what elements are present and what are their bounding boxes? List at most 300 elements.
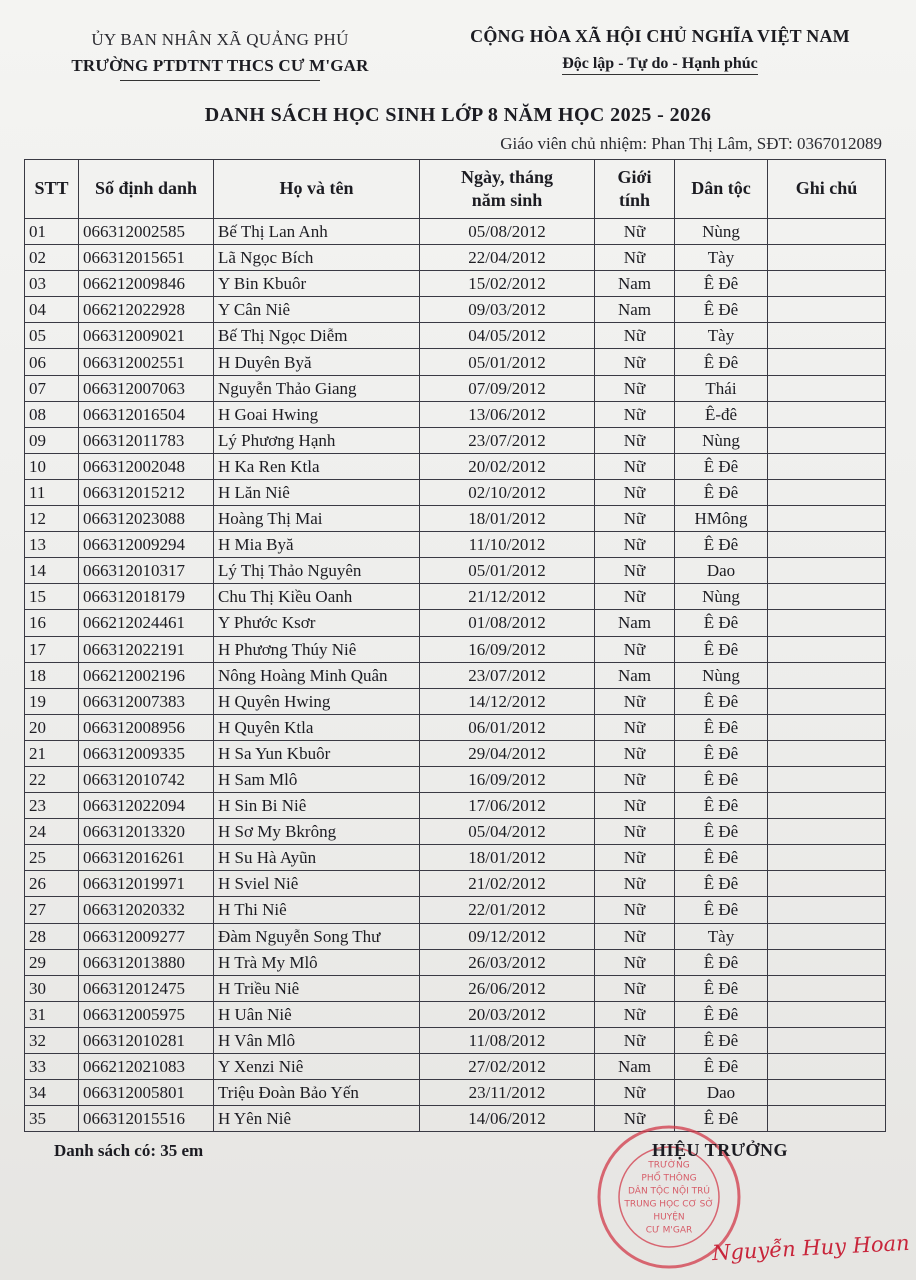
cell-stt: 35 xyxy=(25,1106,79,1132)
header-dob-line1: Ngày, tháng xyxy=(460,166,554,187)
cell-note xyxy=(768,453,886,479)
cell-stt: 01 xyxy=(25,219,79,245)
cell-note xyxy=(768,1106,886,1132)
cell-name: Nông Hoàng Minh Quân xyxy=(214,662,420,688)
cell-stt: 30 xyxy=(25,975,79,1001)
cell-name: H Ka Ren Ktla xyxy=(214,453,420,479)
header-dob xyxy=(420,160,595,219)
cell-ethnicity: Ê Đê xyxy=(675,975,768,1001)
cell-note xyxy=(768,975,886,1001)
cell-sex: Nữ xyxy=(595,766,675,792)
cell-sex: Nam xyxy=(595,610,675,636)
cell-ethnicity: Ê Đê xyxy=(675,793,768,819)
cell-sex: Nữ xyxy=(595,793,675,819)
table-row xyxy=(25,245,886,271)
student-roster-table xyxy=(24,159,886,1132)
cell-sex: Nam xyxy=(595,1054,675,1080)
cell-dob: 20/03/2012 xyxy=(420,1001,595,1027)
cell-sex: Nữ xyxy=(595,845,675,871)
cell-name: Y Xenzi Niê xyxy=(214,1054,420,1080)
cell-stt: 07 xyxy=(25,375,79,401)
cell-ethnicity: Thái xyxy=(675,375,768,401)
cell-dob: 22/04/2012 xyxy=(420,245,595,271)
cell-note xyxy=(768,714,886,740)
cell-ethnicity: Ê Đê xyxy=(675,897,768,923)
cell-ethnicity: Ê Đê xyxy=(675,479,768,505)
cell-sex: Nữ xyxy=(595,558,675,584)
cell-name: Bế Thị Lan Anh xyxy=(214,219,420,245)
cell-note xyxy=(768,1054,886,1080)
cell-ethnicity: Ê Đê xyxy=(675,1106,768,1132)
cell-id: 066212009846 xyxy=(79,271,214,297)
cell-sex: Nữ xyxy=(595,479,675,505)
cell-name: H Lăn Niê xyxy=(214,479,420,505)
cell-ethnicity: Ê Đê xyxy=(675,636,768,662)
cell-id: 066312022094 xyxy=(79,793,214,819)
cell-sex: Nữ xyxy=(595,584,675,610)
cell-stt: 16 xyxy=(25,610,79,636)
cell-id: 066312022191 xyxy=(79,636,214,662)
cell-ethnicity: Ê Đê xyxy=(675,271,768,297)
cell-dob: 14/12/2012 xyxy=(420,688,595,714)
cell-ethnicity: Tày xyxy=(675,923,768,949)
cell-ethnicity: Ê Đê xyxy=(675,349,768,375)
cell-name: H Sơ My Bkrông xyxy=(214,819,420,845)
cell-stt: 10 xyxy=(25,453,79,479)
cell-note xyxy=(768,923,886,949)
cell-stt: 08 xyxy=(25,401,79,427)
cell-stt: 11 xyxy=(25,479,79,505)
header-sex xyxy=(595,160,675,219)
cell-id: 066312016504 xyxy=(79,401,214,427)
cell-dob: 11/10/2012 xyxy=(420,532,595,558)
header-sex-line2: tính xyxy=(618,190,651,210)
national-motto: Độc lập - Tự do - Hạnh phúc xyxy=(562,55,758,75)
cell-note xyxy=(768,897,886,923)
cell-note xyxy=(768,688,886,714)
header-dob-line2: năm sinh xyxy=(471,190,543,210)
cell-dob: 09/03/2012 xyxy=(420,297,595,323)
cell-sex: Nữ xyxy=(595,532,675,558)
agency-underline xyxy=(120,80,320,81)
cell-sex: Nữ xyxy=(595,714,675,740)
cell-ethnicity: Ê Đê xyxy=(675,845,768,871)
table-header-row xyxy=(25,160,886,219)
stamp-text-line: TRƯỜNG xyxy=(648,1160,690,1171)
cell-name: Triệu Đoàn Bảo Yến xyxy=(214,1080,420,1106)
cell-stt: 31 xyxy=(25,1001,79,1027)
table-row xyxy=(25,923,886,949)
cell-id: 066312010742 xyxy=(79,766,214,792)
cell-dob: 05/01/2012 xyxy=(420,558,595,584)
document-title: DANH SÁCH HỌC SINH LỚP 8 NĂM HỌC 2025 - 2026 xyxy=(204,104,712,126)
cell-dob: 02/10/2012 xyxy=(420,479,595,505)
principal-title: HIỆU TRƯỞNG xyxy=(652,1140,789,1160)
table-row xyxy=(25,636,886,662)
table-row xyxy=(25,740,886,766)
cell-stt: 17 xyxy=(25,636,79,662)
cell-name: H Sa Yun Kbuôr xyxy=(214,740,420,766)
school-name: TRƯỜNG PTDTNT THCS CƯ M'GAR xyxy=(71,56,369,75)
stamp-text-line: TRUNG HỌC CƠ SỞ xyxy=(624,1199,714,1210)
cell-note xyxy=(768,401,886,427)
cell-stt: 29 xyxy=(25,949,79,975)
table-row xyxy=(25,375,886,401)
cell-id: 066312013320 xyxy=(79,819,214,845)
cell-name: Hoàng Thị Mai xyxy=(214,506,420,532)
cell-sex: Nam xyxy=(595,662,675,688)
cell-ethnicity: Ê Đê xyxy=(675,714,768,740)
table-body xyxy=(25,219,886,1132)
cell-note xyxy=(768,662,886,688)
cell-name: H Quyên Ktla xyxy=(214,714,420,740)
cell-dob: 20/02/2012 xyxy=(420,453,595,479)
cell-sex: Nữ xyxy=(595,975,675,1001)
cell-ethnicity: Tày xyxy=(675,323,768,349)
cell-stt: 05 xyxy=(25,323,79,349)
table-row xyxy=(25,610,886,636)
cell-note xyxy=(768,793,886,819)
cell-note xyxy=(768,1001,886,1027)
cell-ethnicity: Ê Đê xyxy=(675,1001,768,1027)
table-row xyxy=(25,845,886,871)
cell-dob: 16/09/2012 xyxy=(420,636,595,662)
cell-stt: 24 xyxy=(25,819,79,845)
cell-dob: 16/09/2012 xyxy=(420,766,595,792)
cell-note xyxy=(768,271,886,297)
table-row xyxy=(25,323,886,349)
table-row xyxy=(25,453,886,479)
cell-ethnicity: Dao xyxy=(675,558,768,584)
cell-id: 066212024461 xyxy=(79,610,214,636)
national-header xyxy=(425,26,895,75)
cell-note xyxy=(768,636,886,662)
cell-name: H Duyên Byă xyxy=(214,349,420,375)
cell-name: Lã Ngọc Bích xyxy=(214,245,420,271)
cell-ethnicity: Ê Đê xyxy=(675,610,768,636)
cell-name: H Triều Niê xyxy=(214,975,420,1001)
homeroom-teacher-line: Giáo viên chủ nhiệm: Phan Thị Lâm, SĐT: 0367012089 xyxy=(500,134,882,153)
cell-dob: 23/11/2012 xyxy=(420,1080,595,1106)
header-id: Số định danh xyxy=(79,160,214,219)
cell-name: Y Phước Ksơr xyxy=(214,610,420,636)
header-note: Ghi chú xyxy=(768,160,886,219)
cell-note xyxy=(768,375,886,401)
cell-note xyxy=(768,427,886,453)
cell-dob: 09/12/2012 xyxy=(420,923,595,949)
cell-ethnicity: Dao xyxy=(675,1080,768,1106)
cell-id: 066312018179 xyxy=(79,584,214,610)
cell-dob: 18/01/2012 xyxy=(420,506,595,532)
cell-stt: 04 xyxy=(25,297,79,323)
table-row xyxy=(25,532,886,558)
cell-stt: 28 xyxy=(25,923,79,949)
cell-id: 066312009294 xyxy=(79,532,214,558)
cell-note xyxy=(768,819,886,845)
cell-sex: Nữ xyxy=(595,819,675,845)
cell-stt: 34 xyxy=(25,1080,79,1106)
cell-dob: 27/02/2012 xyxy=(420,1054,595,1080)
cell-dob: 07/09/2012 xyxy=(420,375,595,401)
table-row xyxy=(25,975,886,1001)
cell-note xyxy=(768,740,886,766)
cell-sex: Nữ xyxy=(595,375,675,401)
cell-id: 066312007063 xyxy=(79,375,214,401)
cell-id: 066212002196 xyxy=(79,662,214,688)
cell-note xyxy=(768,219,886,245)
table-row xyxy=(25,297,886,323)
cell-ethnicity: Ê Đê xyxy=(675,766,768,792)
cell-name: H Phương Thúy Niê xyxy=(214,636,420,662)
cell-name: Chu Thị Kiều Oanh xyxy=(214,584,420,610)
cell-name: H Quyên Hwing xyxy=(214,688,420,714)
cell-stt: 06 xyxy=(25,349,79,375)
cell-stt: 15 xyxy=(25,584,79,610)
cell-sex: Nữ xyxy=(595,1001,675,1027)
cell-sex: Nữ xyxy=(595,949,675,975)
cell-dob: 11/08/2012 xyxy=(420,1027,595,1053)
cell-name: Đàm Nguyễn Song Thư xyxy=(214,923,420,949)
cell-ethnicity: Nùng xyxy=(675,584,768,610)
cell-ethnicity: Ê Đê xyxy=(675,1054,768,1080)
cell-name: Nguyễn Thảo Giang xyxy=(214,375,420,401)
stamp-text-line: CƯ M'GAR xyxy=(645,1225,693,1236)
table-row xyxy=(25,584,886,610)
cell-stt: 03 xyxy=(25,271,79,297)
table-row xyxy=(25,479,886,505)
cell-ethnicity: Ê Đê xyxy=(675,688,768,714)
table-row xyxy=(25,819,886,845)
cell-name: H Mia Byă xyxy=(214,532,420,558)
cell-id: 066312009277 xyxy=(79,923,214,949)
table-row xyxy=(25,793,886,819)
cell-name: H Vân Mlô xyxy=(214,1027,420,1053)
cell-id: 066312023088 xyxy=(79,506,214,532)
national-title: CỘNG HÒA XÃ HỘI CHỦ NGHĨA VIỆT NAM xyxy=(470,26,850,46)
agency-name: ỦY BAN NHÂN XÃ QUẢNG PHÚ xyxy=(91,30,349,49)
table-row xyxy=(25,427,886,453)
cell-sex: Nữ xyxy=(595,871,675,897)
cell-note xyxy=(768,297,886,323)
cell-name: Lý Thị Thảo Nguyên xyxy=(214,558,420,584)
cell-name: Y Cân Niê xyxy=(214,297,420,323)
cell-ethnicity: Ê Đê xyxy=(675,532,768,558)
cell-stt: 26 xyxy=(25,871,79,897)
cell-ethnicity: Nùng xyxy=(675,219,768,245)
cell-note xyxy=(768,558,886,584)
cell-dob: 05/04/2012 xyxy=(420,819,595,845)
cell-stt: 33 xyxy=(25,1054,79,1080)
cell-note xyxy=(768,766,886,792)
stamp-text-line: HUYỆN xyxy=(653,1212,685,1223)
cell-note xyxy=(768,610,886,636)
cell-name: H Uân Niê xyxy=(214,1001,420,1027)
agency-header xyxy=(40,30,400,81)
student-count: Danh sách có: 35 em xyxy=(54,1141,204,1160)
cell-note xyxy=(768,584,886,610)
cell-dob: 26/03/2012 xyxy=(420,949,595,975)
table-row xyxy=(25,949,886,975)
cell-id: 066312007383 xyxy=(79,688,214,714)
cell-note xyxy=(768,349,886,375)
cell-id: 066312015212 xyxy=(79,479,214,505)
cell-dob: 23/07/2012 xyxy=(420,427,595,453)
cell-stt: 14 xyxy=(25,558,79,584)
cell-ethnicity: HMông xyxy=(675,506,768,532)
cell-id: 066212022928 xyxy=(79,297,214,323)
cell-note xyxy=(768,1027,886,1053)
cell-sex: Nữ xyxy=(595,740,675,766)
cell-ethnicity: Ê Đê xyxy=(675,1027,768,1053)
table-row xyxy=(25,1080,886,1106)
cell-dob: 04/05/2012 xyxy=(420,323,595,349)
cell-id: 066312020332 xyxy=(79,897,214,923)
cell-dob: 06/01/2012 xyxy=(420,714,595,740)
cell-stt: 25 xyxy=(25,845,79,871)
cell-dob: 29/04/2012 xyxy=(420,740,595,766)
table-row xyxy=(25,662,886,688)
cell-note xyxy=(768,845,886,871)
cell-stt: 12 xyxy=(25,506,79,532)
cell-dob: 21/12/2012 xyxy=(420,584,595,610)
cell-name: Lý Phương Hạnh xyxy=(214,427,420,453)
cell-id: 066312013880 xyxy=(79,949,214,975)
cell-note xyxy=(768,949,886,975)
table-row xyxy=(25,688,886,714)
cell-sex: Nữ xyxy=(595,401,675,427)
header-sex-line1: Giới xyxy=(617,166,652,187)
cell-dob: 17/06/2012 xyxy=(420,793,595,819)
table-row xyxy=(25,1106,886,1132)
cell-sex: Nữ xyxy=(595,427,675,453)
table-row xyxy=(25,714,886,740)
cell-name: Bế Thị Ngọc Diễm xyxy=(214,323,420,349)
table-row xyxy=(25,401,886,427)
cell-stt: 02 xyxy=(25,245,79,271)
header-stt: STT xyxy=(25,160,79,219)
cell-note xyxy=(768,479,886,505)
cell-stt: 18 xyxy=(25,662,79,688)
cell-sex: Nữ xyxy=(595,245,675,271)
cell-ethnicity: Ê Đê xyxy=(675,297,768,323)
table-row xyxy=(25,219,886,245)
table-row xyxy=(25,766,886,792)
table-row xyxy=(25,349,886,375)
cell-dob: 15/02/2012 xyxy=(420,271,595,297)
cell-dob: 01/08/2012 xyxy=(420,610,595,636)
cell-sex: Nữ xyxy=(595,506,675,532)
cell-ethnicity: Ê Đê xyxy=(675,453,768,479)
cell-ethnicity: Ê Đê xyxy=(675,949,768,975)
cell-sex: Nữ xyxy=(595,349,675,375)
cell-ethnicity: Ê-đê xyxy=(675,401,768,427)
cell-dob: 18/01/2012 xyxy=(420,845,595,871)
cell-name: H Trà My Mlô xyxy=(214,949,420,975)
cell-note xyxy=(768,245,886,271)
cell-id: 066312005801 xyxy=(79,1080,214,1106)
table-row xyxy=(25,871,886,897)
cell-stt: 13 xyxy=(25,532,79,558)
cell-sex: Nữ xyxy=(595,323,675,349)
cell-dob: 21/02/2012 xyxy=(420,871,595,897)
cell-name: Y Bin Kbuôr xyxy=(214,271,420,297)
cell-ethnicity: Tày xyxy=(675,245,768,271)
cell-sex: Nữ xyxy=(595,688,675,714)
cell-name: H Sin Bi Niê xyxy=(214,793,420,819)
cell-note xyxy=(768,871,886,897)
table-row xyxy=(25,271,886,297)
cell-dob: 23/07/2012 xyxy=(420,662,595,688)
cell-id: 066312015651 xyxy=(79,245,214,271)
cell-sex: Nữ xyxy=(595,1080,675,1106)
cell-ethnicity: Nùng xyxy=(675,662,768,688)
cell-id: 066312005975 xyxy=(79,1001,214,1027)
cell-sex: Nữ xyxy=(595,1106,675,1132)
cell-stt: 22 xyxy=(25,766,79,792)
header-name: Họ và tên xyxy=(214,160,420,219)
cell-id: 066312015516 xyxy=(79,1106,214,1132)
cell-note xyxy=(768,506,886,532)
cell-note xyxy=(768,1080,886,1106)
cell-id: 066312002551 xyxy=(79,349,214,375)
cell-sex: Nam xyxy=(595,271,675,297)
cell-id: 066312010317 xyxy=(79,558,214,584)
cell-sex: Nữ xyxy=(595,897,675,923)
cell-id: 066212021083 xyxy=(79,1054,214,1080)
cell-id: 066312009335 xyxy=(79,740,214,766)
cell-dob: 26/06/2012 xyxy=(420,975,595,1001)
cell-sex: Nữ xyxy=(595,453,675,479)
cell-id: 066312019971 xyxy=(79,871,214,897)
cell-stt: 20 xyxy=(25,714,79,740)
cell-dob: 22/01/2012 xyxy=(420,897,595,923)
cell-ethnicity: Ê Đê xyxy=(675,871,768,897)
stamp-text-line: DÂN TỘC NỘI TRÚ xyxy=(628,1186,710,1197)
table-row xyxy=(25,1027,886,1053)
cell-ethnicity: Ê Đê xyxy=(675,819,768,845)
cell-sex: Nữ xyxy=(595,636,675,662)
cell-name: H Sviel Niê xyxy=(214,871,420,897)
cell-id: 066312008956 xyxy=(79,714,214,740)
header-ethnicity: Dân tộc xyxy=(675,160,768,219)
cell-name: H Yên Niê xyxy=(214,1106,420,1132)
stamp-text-line: PHỔ THÔNG xyxy=(641,1173,697,1184)
cell-dob: 05/08/2012 xyxy=(420,219,595,245)
cell-sex: Nữ xyxy=(595,219,675,245)
cell-dob: 14/06/2012 xyxy=(420,1106,595,1132)
cell-stt: 32 xyxy=(25,1027,79,1053)
cell-name: H Thi Niê xyxy=(214,897,420,923)
cell-stt: 23 xyxy=(25,793,79,819)
cell-id: 066312016261 xyxy=(79,845,214,871)
cell-id: 066312012475 xyxy=(79,975,214,1001)
cell-id: 066312011783 xyxy=(79,427,214,453)
cell-note xyxy=(768,532,886,558)
cell-id: 066312009021 xyxy=(79,323,214,349)
cell-id: 066312002048 xyxy=(79,453,214,479)
cell-dob: 05/01/2012 xyxy=(420,349,595,375)
cell-sex: Nam xyxy=(595,297,675,323)
cell-stt: 19 xyxy=(25,688,79,714)
table-row xyxy=(25,1001,886,1027)
cell-id: 066312002585 xyxy=(79,219,214,245)
cell-id: 066312010281 xyxy=(79,1027,214,1053)
cell-note xyxy=(768,323,886,349)
cell-stt: 21 xyxy=(25,740,79,766)
cell-sex: Nữ xyxy=(595,923,675,949)
principal-signature: Nguyễn Huy Hoan xyxy=(711,1230,911,1266)
cell-name: H Goai Hwing xyxy=(214,401,420,427)
